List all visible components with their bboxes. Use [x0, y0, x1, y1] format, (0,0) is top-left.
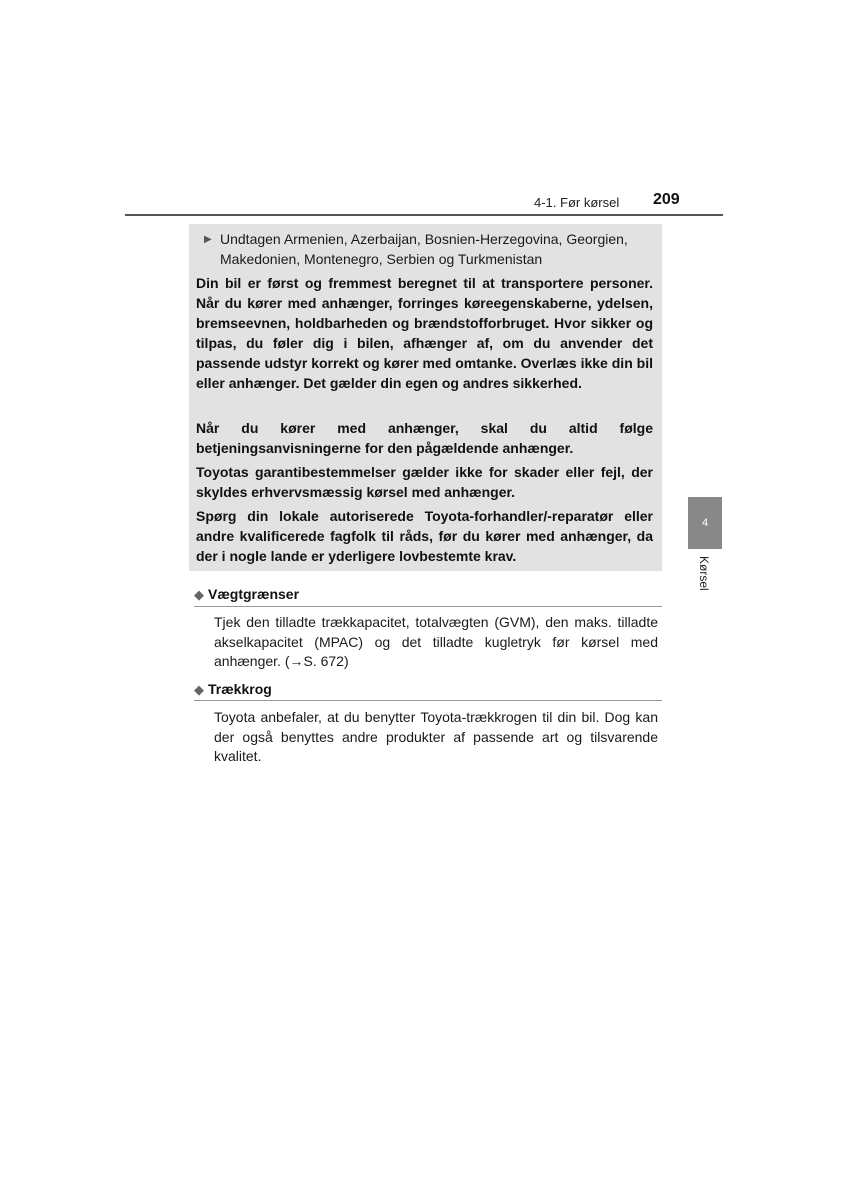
section-body: Tjek den tilladte trækkapacitet, totalvægten (GVM), den maks. tilladte akselkapacitet (MPAC) og det tilladte kugletryk før kørsel med anhænger. (→S. 672) — [214, 614, 658, 669]
section-heading — [194, 681, 272, 698]
page-number: 209 — [653, 191, 680, 208]
warning-paragraph: Spørg din lokale autoriserede Toyota-forhandler/-reparatør eller andre kvalificerede fagfolk til råds, før du kører med anhænger, da der i nogle lande er yderligere lovbestemte krav. — [196, 508, 653, 564]
warning-paragraph: Din bil er først og fremmest beregnet til at transportere personer. Når du kører med anhænger, forringes køreegenskaberne, ydelsen, bremseevnen, holdbarheden og brændstofforbruget. Hvor sikker og tilpas, du føler dig i bilen, afhænger af, om du anvender det passende udstyr korrekt og kører med omtanke. Overlæs ikke din bil eller anhænger. Det gælder din egen og andres sikkerhed. — [196, 275, 653, 391]
section-body: Toyota anbefaler, at du benytter Toyota-trækkrogen til din bil. Dog kan der også benyttes andre produkter af passende art og tilsvarende kvalitet. — [214, 709, 658, 764]
heading-divider — [194, 700, 662, 701]
chapter-label: Kørsel — [697, 556, 711, 591]
section-heading-text: Trækkrog — [208, 681, 272, 697]
triangle-right-icon: ▶ — [204, 234, 212, 245]
warning-paragraph: Når du kører med anhænger, skal du altid følge betjeningsanvisningerne for den pågældende anhænger. — [196, 420, 653, 456]
note-text: Undtagen Armenien, Azerbaijan, Bosnien-Herzegovina, Georgien, Makedonien, Montenegro, Serbien og Turkmenistan — [220, 231, 628, 267]
chapter-tab: 4 — [688, 497, 722, 549]
heading-divider — [194, 606, 662, 607]
header-divider — [125, 214, 723, 216]
section-heading — [194, 586, 299, 603]
warning-paragraph: Toyotas garantibestemmelser gælder ikke for skader eller fejl, der skyldes erhvervsmæssig kørsel med anhænger. — [196, 464, 653, 500]
section-heading-text: Vægtgrænser — [208, 586, 300, 602]
diamond-icon: ◆ — [194, 587, 204, 602]
diamond-icon: ◆ — [194, 682, 204, 697]
section-title: 4-1. Før kørsel — [534, 195, 620, 210]
